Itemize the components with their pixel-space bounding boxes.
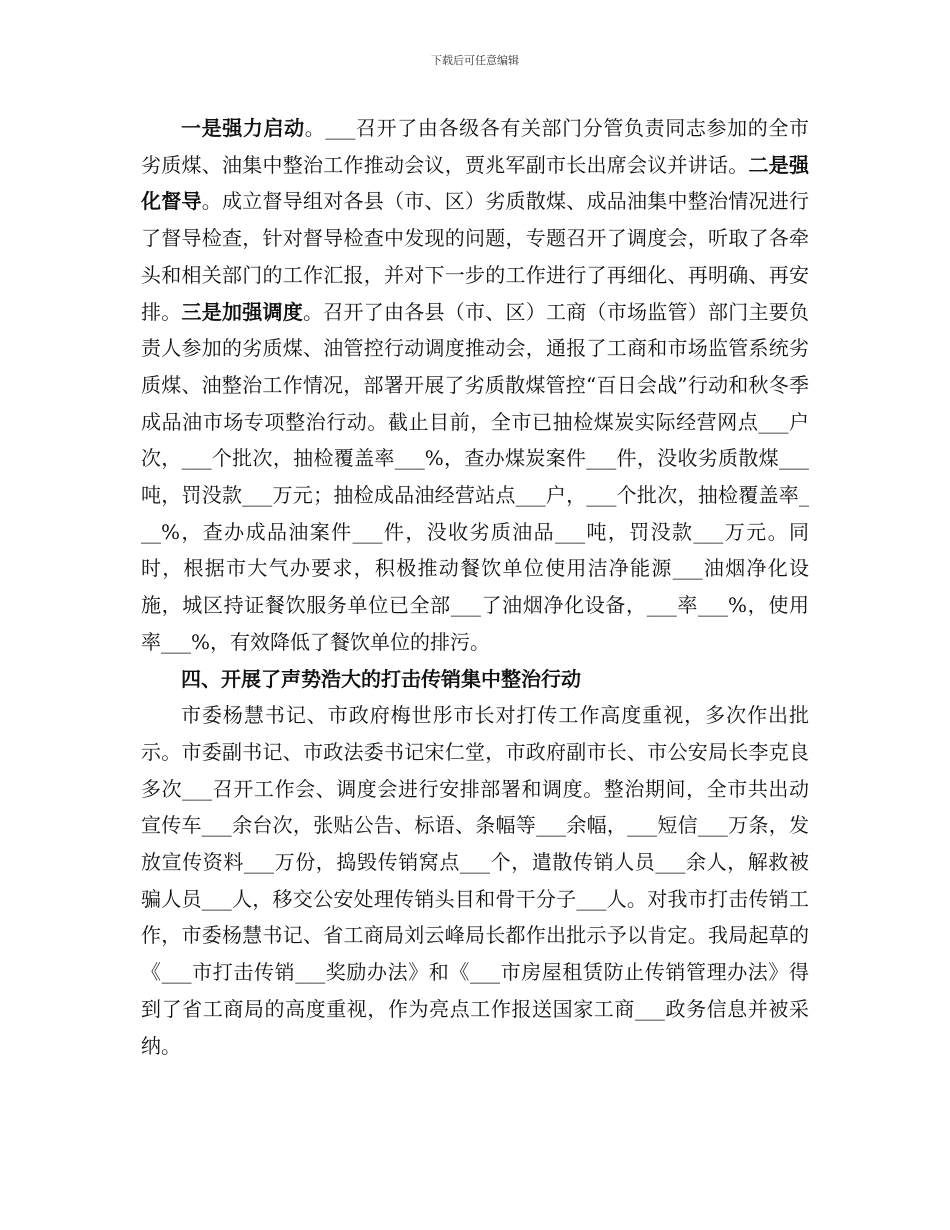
section-heading: 四、开展了声势浩大的打击传销集中整治行动: [181, 666, 581, 691]
paragraph-text-1: 。___召开了由各级各有关部门分管负责同志参加的全市劣质煤、油集中整治工作推动会议，贾兆军副市长出席会议并讲话。: [141, 116, 810, 177]
page-header-note: 下载后可任意编辑: [431, 54, 519, 67]
bold-lead-3: 三是加强调度: [181, 299, 303, 324]
bold-lead-1: 一是强力启动: [181, 116, 305, 140]
paragraph-section4: 市委杨慧书记、市政府梅世彤市长对打传工作高度重视，多次作出批示。市委副书记、市政法委书记宋仁堂，市政府副市长、市公安局长李克良多次___召开工作会、调度会进行安排部署和调度。整治期间，全市共出动宣传车___余台次，张贴公告、标语、条幅等___余幅，___短信___万条，发放宣传资料___万份，捣毁传销窝点___个，遣散传销人员___余人，解救被骗人员___人，移交公安处理传销头目和骨干分子___人。对我市打击传销工作，市委杨慧书记、省工商局刘云峰局长都作出批示予以肯定。我局起草的《___市打击传销___奖励办法》和《___市房屋租赁防止传销管理办法》得到了省工商局的高度重视，作为亮点工作报送国家工商___政务信息并被采纳。: [141, 703, 809, 1058]
paragraph-text-3: 。召开了由各县（市、区）工商（市场监管）部门主要负责人参加的劣质煤、油管控行动调度推动会，通报了工商和市场监管系统劣质煤、油整治工作情况，部署开展了劣质散煤管控“百日会战”行动和秋冬季成品油市场专项整治行动。截止目前，全市已抽检煤炭实际经营网点___户次，___个批次，抽检覆盖率___%，查办煤炭案件___件，没收劣质散煤___吨，罚没款___万元；抽检成品油经营站点___户，___个批次，抽检覆盖率___%，查办成品油案件___件，没收劣质油品___吨，罚没款___万元。同时，根据市大气办要求，积极推动餐饮单位使用洁净能源___油烟净化设施，城区持证餐饮服务单位已全部___了油烟净化设备，___率___%，使用率___%，有效降低了餐饮单位的排污。: [141, 299, 809, 654]
bold-lead-2: 二是强化督导: [141, 152, 809, 214]
paragraph-measures: [141, 110, 809, 661]
paragraph-text-2: 。成立督导组对各县（市、区）劣质散煤、成品油集中整治情况进行了督导检查，针对督导检查中发现的问题，专题召开了调度会，听取了各牵头和相关部门的工作汇报，并对下一步的工作进行了再细化、再明确、再安排。: [141, 189, 809, 324]
document-body: [141, 110, 809, 1064]
